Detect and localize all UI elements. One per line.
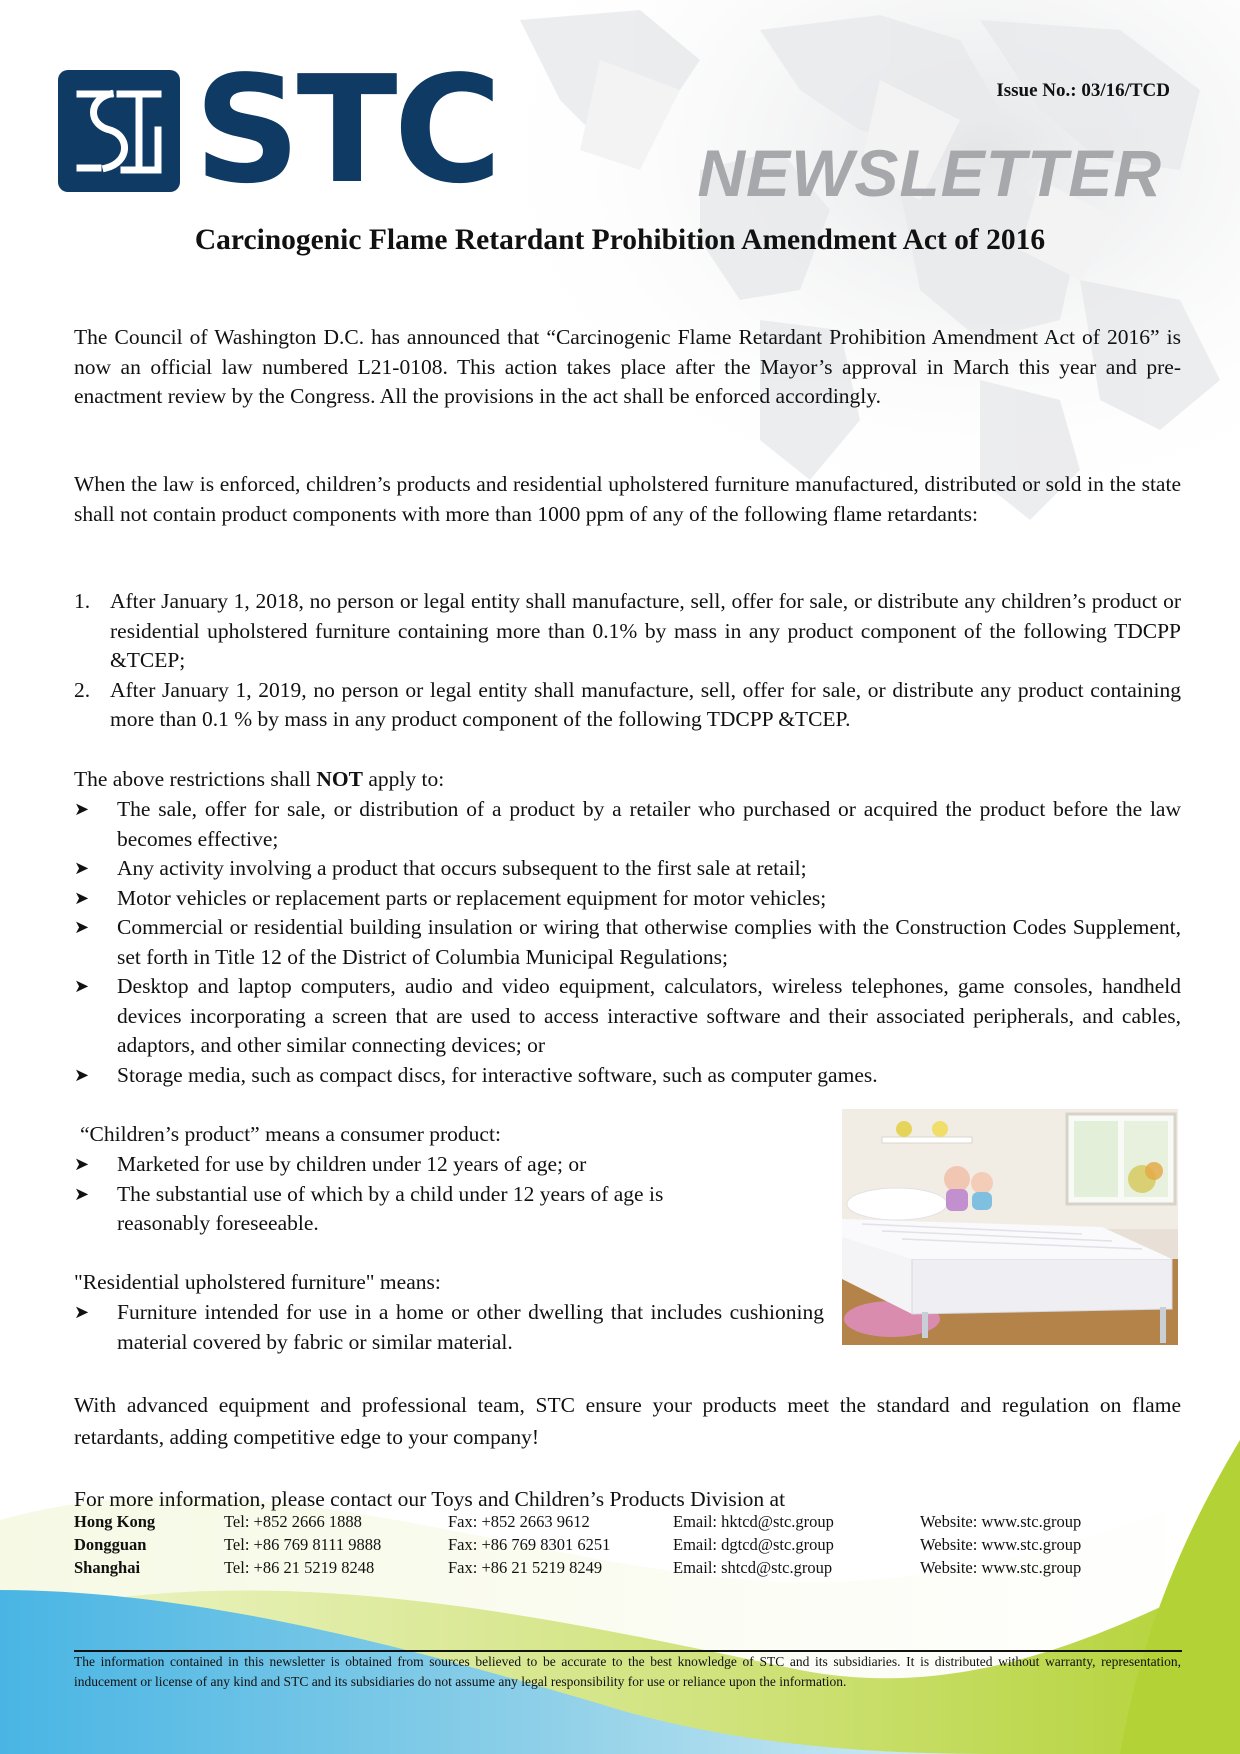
- contact-email: Email: dgtcd@stc.group: [673, 1534, 834, 1554]
- definition-item: [74, 1180, 754, 1239]
- arrowhead-bullet-icon: ➤: [74, 799, 90, 819]
- childrens-product-heading: “Children’s product” means a consumer product:: [80, 1122, 501, 1146]
- contact-city: Hong Kong: [74, 1511, 156, 1531]
- exemption-item: [74, 795, 1181, 854]
- definition-item: [74, 1298, 824, 1357]
- arrowhead-bullet-icon: ➤: [74, 1154, 90, 1174]
- exemption-item: [74, 972, 1181, 1061]
- furniture-heading: "Residential upholstered furniture" means:: [74, 1270, 441, 1294]
- contact-tel: Tel: +86 21 5219 8248: [224, 1557, 375, 1577]
- contact-website: Website: www.stc.group: [920, 1511, 1082, 1531]
- numbered-list-item: [74, 676, 1181, 735]
- newsletter-label: NEWSLETTER: [697, 136, 1162, 210]
- exemption-item: [74, 913, 1181, 972]
- childrens-product-list: [74, 1150, 754, 1239]
- arrowhead-bullet-icon: ➤: [74, 1183, 90, 1204]
- exemptions-list: [74, 795, 1181, 1090]
- contact-fax: Fax: +852 2663 9612: [448, 1511, 590, 1531]
- definition-text: Furniture intended for use in a home or other dwelling that includes cushioning material covered by fabric or similar material.: [117, 1300, 824, 1354]
- definition-text: The substantial use of which by a child under 12 years of age is reasonably foreseeable.: [117, 1181, 664, 1235]
- disclaimer: The information contained in this newsletter is obtained from sources believed to be accurate to the best knowledge of STC and its subsidiaries. It is distributed without warranty, representation, inducement or license of any kind and STC and its subsidiaries do not assume any legal responsibility for use or reliance upon the information.: [74, 1654, 1181, 1689]
- contact-fax: Fax: +86 21 5219 8249: [448, 1557, 603, 1577]
- closing-paragraph: With advanced equipment and professional team, STC ensure your products meet the standard and regulation on flame retardants, adding competitive edge to your company!: [74, 1393, 1181, 1449]
- contact-email: Email: shtcd@stc.group: [673, 1557, 833, 1577]
- contact-email: Email: hktcd@stc.group: [673, 1511, 834, 1531]
- exemption-text: Any activity involving a product that occurs subsequent to the first sale at retail;: [117, 856, 807, 880]
- exemption-text: Motor vehicles or replacement parts or replacement equipment for motor vehicles;: [117, 885, 827, 910]
- contact-tel: Tel: +86 769 8111 9888: [224, 1534, 382, 1554]
- stc-logo: [58, 44, 513, 216]
- stc-logo-text: STC: [194, 44, 499, 216]
- exemption-text: Storage media, such as compact discs, for interactive software, such as computer games.: [117, 1062, 878, 1087]
- list-item-text: After January 1, 2019, no person or legal entity shall manufacture, sell, offer for sale, or distribute any product containing more than 0.1 % by mass in any product component of the following TDCPP &TCEP.: [110, 677, 1181, 731]
- exemptions-heading-text: apply to:: [363, 767, 445, 791]
- contact-website: Website: www.stc.group: [920, 1534, 1082, 1554]
- list-number: 1.: [74, 589, 91, 613]
- furniture-list: [74, 1298, 824, 1357]
- contact-city: Shanghai: [74, 1557, 141, 1577]
- arrowhead-bullet-icon: ➤: [74, 1302, 90, 1322]
- not-emphasis: NOT: [316, 767, 363, 791]
- issue-number: Issue No.: 03/16/TCD: [996, 80, 1170, 101]
- exemption-item: [74, 854, 1181, 884]
- exemptions-heading-text: The above restrictions shall: [74, 767, 317, 791]
- arrowhead-bullet-icon: ➤: [74, 1064, 90, 1085]
- intro-paragraph: The Council of Washington D.C. has announced that “Carcinogenic Flame Retardant Prohibition Amendment Act of 2016” is now an official law numbered L21-0108. This action takes place after the Mayor’s approval in March this year and pre-enactment review by the Congress. All the provisions in the act shall be enforced accordingly.: [74, 325, 1181, 408]
- table-row: [74, 1556, 1140, 1579]
- exemption-text: Commercial or residential building insulation or wiring that otherwise complies with the Construction Codes Supplement, set forth in Title 12 of the District of Columbia Municipal Regulations;: [117, 915, 1181, 969]
- numbered-list-item: [74, 587, 1181, 676]
- contact-fax: Fax: +86 769 8301 6251: [448, 1534, 611, 1554]
- table-row: [74, 1510, 1140, 1533]
- exemption-item: [74, 1061, 1181, 1091]
- table-row: [74, 1533, 1140, 1556]
- scope-paragraph: When the law is enforced, children’s products and residential upholstered furniture manufactured, distributed or sold in the state shall not contain product components with more than 1000 ppm of any of the following flame retardants:: [74, 472, 1181, 526]
- definition-item: [74, 1150, 754, 1180]
- document-title: Carcinogenic Flame Retardant Prohibition Amendment Act of 2016: [194, 224, 1046, 256]
- stc-logo-mark: [58, 70, 180, 192]
- exemption-item: [74, 884, 1181, 914]
- list-item-text: After January 1, 2018, no person or legal entity shall manufacture, sell, offer for sale, or distribute any children’s product or residential upholstered furniture containing more than 0.1% by mass in any product component of the following TDCPP &TCEP;: [110, 589, 1181, 672]
- exemptions-heading: [74, 765, 444, 795]
- stc-monogram-icon: [58, 70, 180, 192]
- arrowhead-bullet-icon: ➤: [74, 887, 90, 908]
- definition-text: Marketed for use by children under 12 years of age; or: [117, 1152, 587, 1176]
- exemption-text: The sale, offer for sale, or distribution of a product by a retailer who purchased or acquired the product before the law becomes effective;: [117, 797, 1181, 851]
- contact-tel: Tel: +852 2666 1888: [224, 1511, 362, 1531]
- numbered-list: [74, 587, 1181, 735]
- contact-website: Website: www.stc.group: [920, 1557, 1082, 1577]
- bed-photo: [842, 1109, 1178, 1345]
- arrowhead-bullet-icon: ➤: [74, 858, 90, 878]
- arrowhead-bullet-icon: ➤: [74, 976, 90, 996]
- exemption-text: Desktop and laptop computers, audio and video equipment, calculators, wireless telephones, game consoles, handheld devices incorporating a screen that are used to access interactive software and their associated peripherals, and cables, adaptors, and other similar connecting devices; or: [117, 974, 1181, 1057]
- contact-city: Dongguan: [74, 1534, 147, 1554]
- list-number: 2.: [74, 677, 91, 702]
- arrowhead-bullet-icon: ➤: [74, 917, 90, 937]
- contact-intro: For more information, please contact our Toys and Children’s Products Division at: [74, 1487, 786, 1511]
- contacts-table: [74, 1510, 1140, 1579]
